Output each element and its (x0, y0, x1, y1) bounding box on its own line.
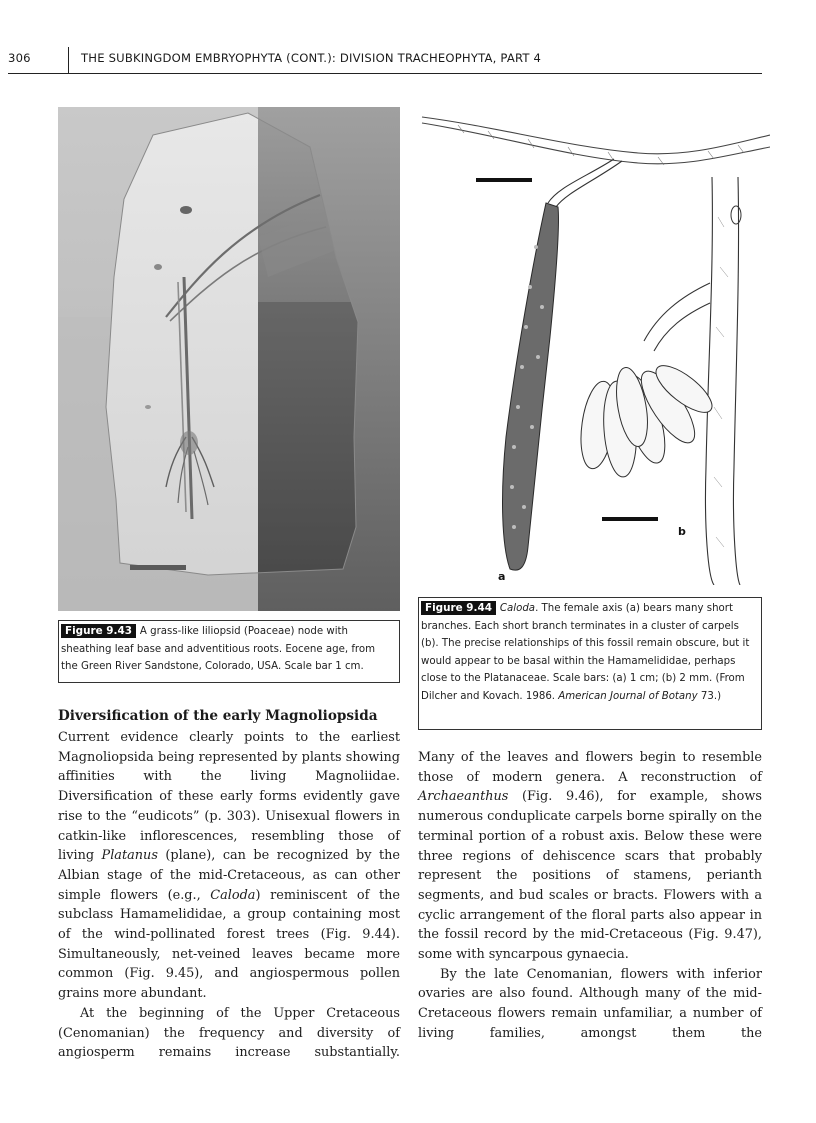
body-column-left (58, 728, 400, 1083)
figure-9-44-drawing (418, 107, 770, 585)
figure-label: Figure 9.43 (61, 624, 136, 638)
figure-9-43-caption (58, 620, 400, 683)
taxon-name: Caloda (210, 887, 256, 903)
caption-genus: Caloda (499, 603, 536, 614)
paragraph: By the late Cenomanian, flowers with inferior ovaries are also found. Although many of the mid-Cretaceous flowers remain unfamiliar, a number of living families, amongst them the (418, 966, 762, 1041)
caption-text: A grass-like liliopsid (Poaceae) node with sheathing leaf base and adventitious roots. Eocene age, from the Green River Sandstone, Colorado, USA. Scale bar 1 cm. (61, 626, 376, 673)
text-run: Current evidence clearly points to the earliest Magnoliopsida being represented by plants showing affinities with the living Magnoliidae. Diversification of these early forms evidently gave rise to the “eudicots” (p. 303). Unisexual flowers in catkin-like inflorescences, resembling those of living (58, 730, 400, 864)
running-head (8, 47, 762, 74)
page-number: 306 (8, 51, 31, 65)
section-heading: Diversification of the early Magnoliopsida (58, 708, 378, 724)
paragraph (418, 748, 762, 965)
text-run: Many of the leaves and flowers begin to resemble those of modern genera. A reconstruction of (418, 750, 762, 785)
figure-9-44-caption (418, 597, 762, 730)
text-run: (Fig. 9.46), for example, shows numerous conduplicate carpels borne spirally on the terminal portion of a robust axis. Below these were three regions of dehiscence scars that probably represent the positions of stamens, perianth segments, and bud scales or bracts. Flowers with a cyclic arrangement of the floral parts also appear in the fossil record by the mid-Cretaceous (Fig. 9.47), some with syncarpous gynaecia. (418, 789, 763, 963)
scale-bar-a (476, 178, 532, 182)
paragraph (58, 728, 400, 1004)
scale-bar (130, 565, 186, 570)
header-divider (68, 47, 69, 73)
panel-label-b: b (678, 525, 686, 538)
figure-9-43-photo (58, 107, 400, 611)
body-column-right (418, 748, 762, 1063)
taxon-name: Archaeanthus (418, 789, 509, 805)
taxon-name: Platanus (101, 848, 158, 864)
caption-journal: American Journal of Botany (558, 690, 698, 702)
paragraph: At the beginning of the Upper Cretaceous (Cenomanian) the frequency and diversity of angiosperm remains increase substantially. (58, 1005, 400, 1061)
text-run: (plane), can be recognized by the Albian stage of the mid-Cretaceous, as can other simple flowers (e.g., (58, 848, 400, 903)
caption-text: . The female axis (a) bears many short branches. Each short branch terminates in a cluster of carpels (b). The precise relationships of this fossil remain obscure, but it would appear to be basal within the Hamamelididae, perhaps close to the Platanaceae. Scale bars: (a) 1 cm; (b) 2 mm. (From Dilcher and Kovach. 1986. (421, 603, 750, 702)
fossil-photo-image (58, 107, 400, 611)
scale-bar-b (602, 517, 658, 521)
text-run: ) reminiscent of the subclass Hamamelididae, a group containing most of the wind-pollinated forest trees (Fig. 9.44). Simultaneously, net-veined leaves became more common (Fig. 9.45), and angiospermous pollen grains more abundant. (58, 887, 400, 1002)
running-head-title: THE SUBKINGDOM EMBRYOPHYTA (CONT.): DIVISION TRACHEOPHYTA, PART 4 (81, 51, 542, 65)
caloda-drawing-image (418, 107, 770, 585)
panel-label-a: a (498, 570, 506, 583)
figure-label: Figure 9.44 (421, 601, 496, 615)
caption-text-end: 73.) (697, 690, 722, 702)
